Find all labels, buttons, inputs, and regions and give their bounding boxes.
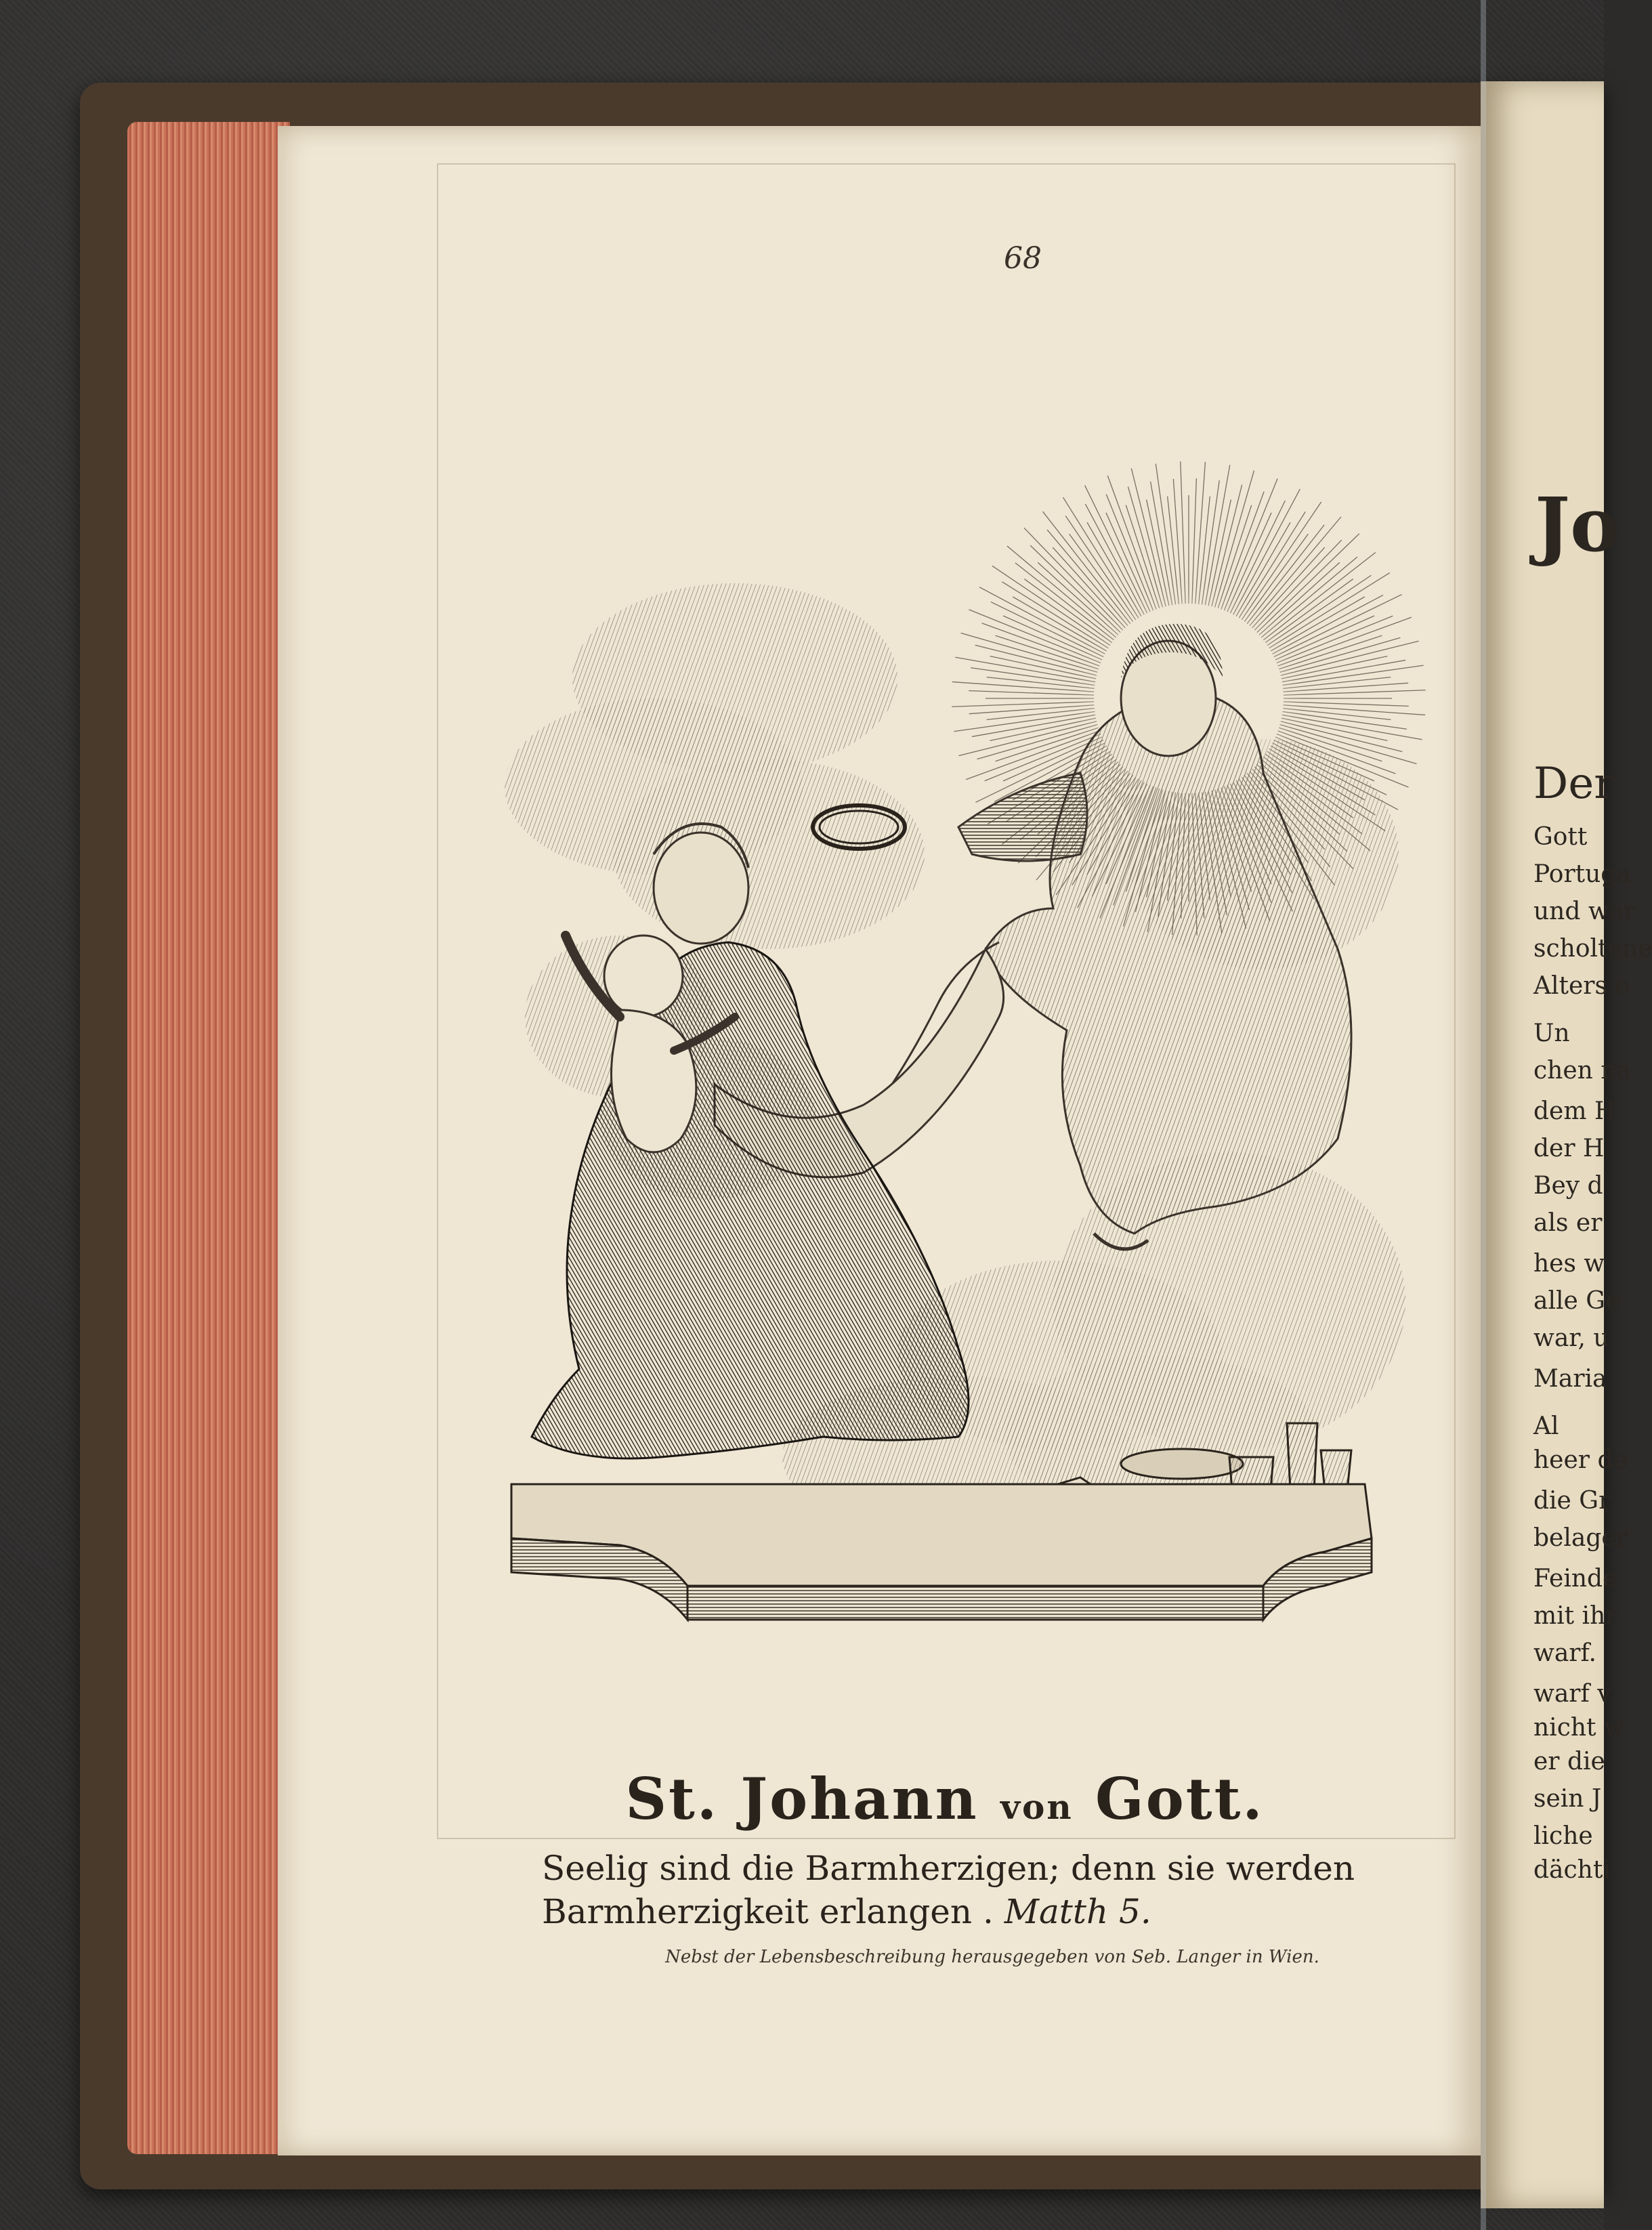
facing-text-line: Feinde <box>1533 1565 1617 1593</box>
facing-text-line: Alters e <box>1533 972 1630 1000</box>
verse-caption <box>542 1847 1422 1933</box>
facing-text-line: die Gr <box>1533 1487 1611 1515</box>
page-edges <box>127 122 290 2154</box>
halo-ray <box>1283 665 1424 685</box>
facing-text-line: sein J <box>1533 1785 1602 1813</box>
facing-text-line: er die <box>1533 1748 1605 1775</box>
halo-ray <box>1195 462 1206 604</box>
title-main: St. Johann <box>625 1765 979 1832</box>
engraving-illustration <box>484 475 1405 1762</box>
halo-ray <box>1063 497 1139 618</box>
title-von: von <box>1000 1787 1074 1827</box>
imprint-line: Nebst der Lebensbeschreibung herausgegeben von Seb. Langer in Wien. <box>665 1947 1319 1967</box>
halo-ray <box>1269 573 1390 648</box>
facing-text-line: war, u <box>1533 1324 1609 1352</box>
facing-text-line: liche <box>1533 1822 1593 1850</box>
halo-ray <box>1181 461 1185 604</box>
facing-text-line: warf. <box>1533 1639 1596 1667</box>
halo-ray <box>1156 463 1175 604</box>
facing-text-line: belager <box>1533 1524 1628 1552</box>
facing-text-line: Bey d <box>1533 1172 1603 1200</box>
facing-text-line: der H <box>1533 1135 1605 1162</box>
plinth <box>511 1484 1372 1620</box>
title-end: Gott. <box>1095 1765 1265 1832</box>
facing-text-line: dem H <box>1533 1097 1616 1125</box>
halo-ray <box>952 682 1094 692</box>
plate-title <box>522 1765 1368 1832</box>
facing-text-line: scholtene <box>1533 935 1652 963</box>
facing-text-line: dächti <box>1533 1856 1611 1884</box>
facing-heading: Jo <box>1535 481 1620 568</box>
halo-ray <box>954 711 1095 731</box>
verse-line-2-text: Barmherzigkeit erlangen . <box>542 1892 994 1931</box>
facing-text-line: Gott <box>1533 823 1588 851</box>
halo-ray <box>952 702 1094 707</box>
facing-text-line: mit ihr <box>1533 1602 1617 1630</box>
facing-text-line: und war <box>1533 898 1636 925</box>
facing-text-line: warf v <box>1533 1680 1611 1708</box>
facing-text-line: Der <box>1533 759 1615 809</box>
glass-edge <box>1481 0 1486 2230</box>
facing-text-line: chen na <box>1533 1057 1631 1085</box>
facing-page <box>1481 81 1652 2208</box>
halo-ray <box>1284 705 1425 715</box>
page-number: 68 <box>1004 241 1042 276</box>
facing-text-line: Portuga <box>1533 860 1631 888</box>
facing-text-line: als er <box>1533 1209 1603 1237</box>
facing-text-line: Maria <box>1533 1365 1607 1393</box>
facing-text-line: alle Ge <box>1533 1287 1620 1315</box>
halo-ray <box>1284 690 1426 695</box>
verse-reference: Matth 5. <box>1004 1892 1151 1931</box>
facing-text-line: heer de <box>1533 1446 1628 1474</box>
facing-text-line: Un <box>1533 1019 1570 1047</box>
left-page <box>278 126 1483 2155</box>
facing-text-line: Al <box>1533 1412 1559 1440</box>
verse-line-1: Seelig sind die Barmherzigen; denn sie werden <box>542 1849 1355 1888</box>
facing-text-line: nicht w <box>1533 1714 1625 1742</box>
verse-line-2 <box>542 1890 1422 1933</box>
facing-text-line: hes w <box>1533 1250 1605 1278</box>
